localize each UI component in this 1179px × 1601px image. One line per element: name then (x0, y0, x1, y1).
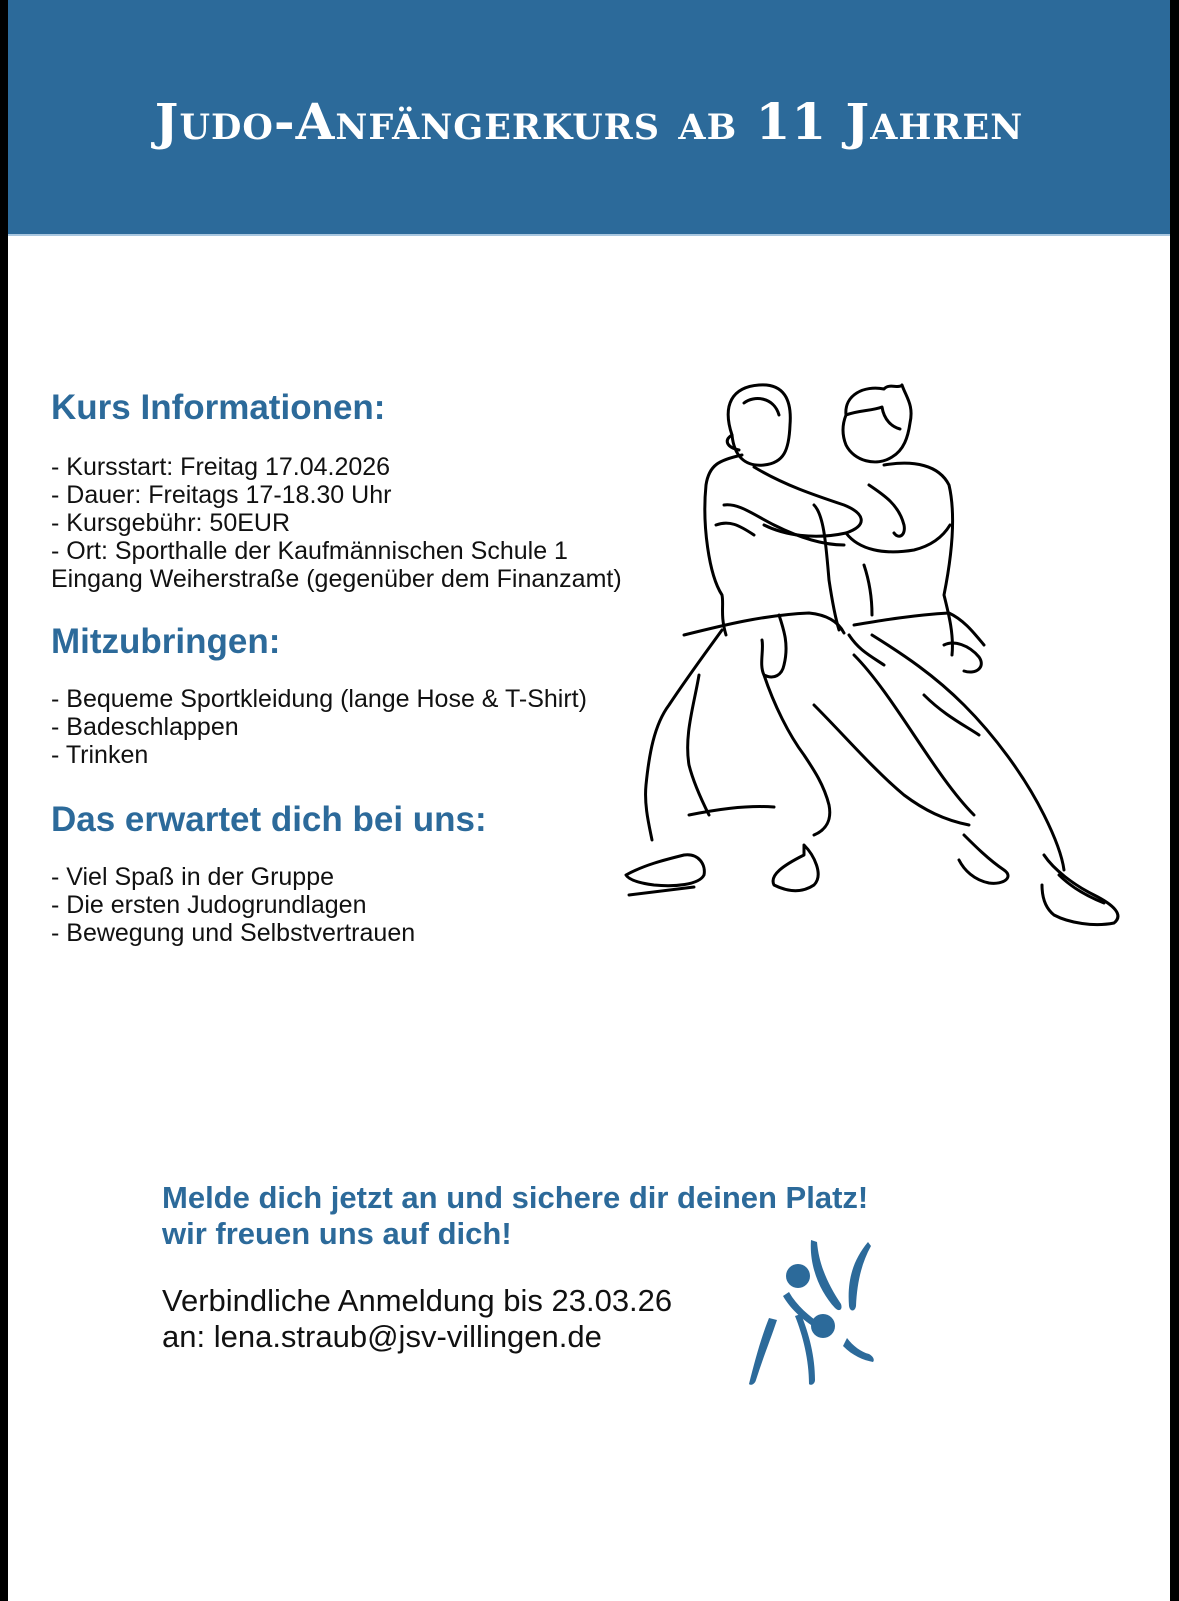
list-item: - Kursgebühr: 50EUR (51, 509, 291, 537)
registration-email[interactable]: an: lena.straub@jsv-villingen.de (162, 1319, 602, 1354)
list-item: - Bequeme Sportkleidung (lange Hose & T-Shirt) (51, 685, 587, 713)
section-heading: Mitzubringen: (51, 622, 281, 661)
header-banner (8, 0, 1170, 236)
section-course-info (51, 388, 622, 593)
list-item: - Bewegung und Selbstvertrauen (51, 919, 416, 947)
list-item: - Trinken (51, 741, 149, 769)
judoka-line-art-illustration (614, 375, 1134, 945)
section-heading: Das erwartet dich bei uns: (51, 800, 487, 839)
list-item: - Die ersten Judogrundlagen (51, 891, 367, 919)
judo-club-logo-icon (743, 1238, 883, 1388)
section-what-to-expect (51, 800, 487, 947)
cta-line-2: wir freuen uns auf dich! (162, 1216, 512, 1251)
list-item: - Viel Spaß in der Gruppe (51, 863, 335, 891)
registration-info (162, 1283, 672, 1355)
cta-line-1: Melde dich jetzt an und sichere dir deinen Platz! (162, 1180, 869, 1215)
registration-deadline: Verbindliche Anmeldung bis 23.03.26 (162, 1283, 673, 1318)
page-title: Judo-Anfängerkurs ab 11 Jahren (154, 92, 1024, 151)
course-info-list (51, 453, 622, 593)
list-item: - Kursstart: Freitag 17.04.2026 (51, 453, 391, 481)
list-item: - Badeschlappen (51, 713, 239, 741)
flyer-page (8, 0, 1170, 1601)
section-what-to-bring (51, 622, 587, 769)
what-to-bring-list (51, 685, 587, 769)
list-item: - Dauer: Freitags 17-18.30 Uhr (51, 481, 392, 509)
list-item: Eingang Weiherstraße (gegenüber dem Finanzamt) (51, 565, 622, 593)
what-to-expect-list (51, 863, 487, 947)
list-item: - Ort: Sporthalle der Kaufmännischen Schule 1 (51, 537, 568, 565)
section-heading: Kurs Informationen: (51, 388, 386, 427)
